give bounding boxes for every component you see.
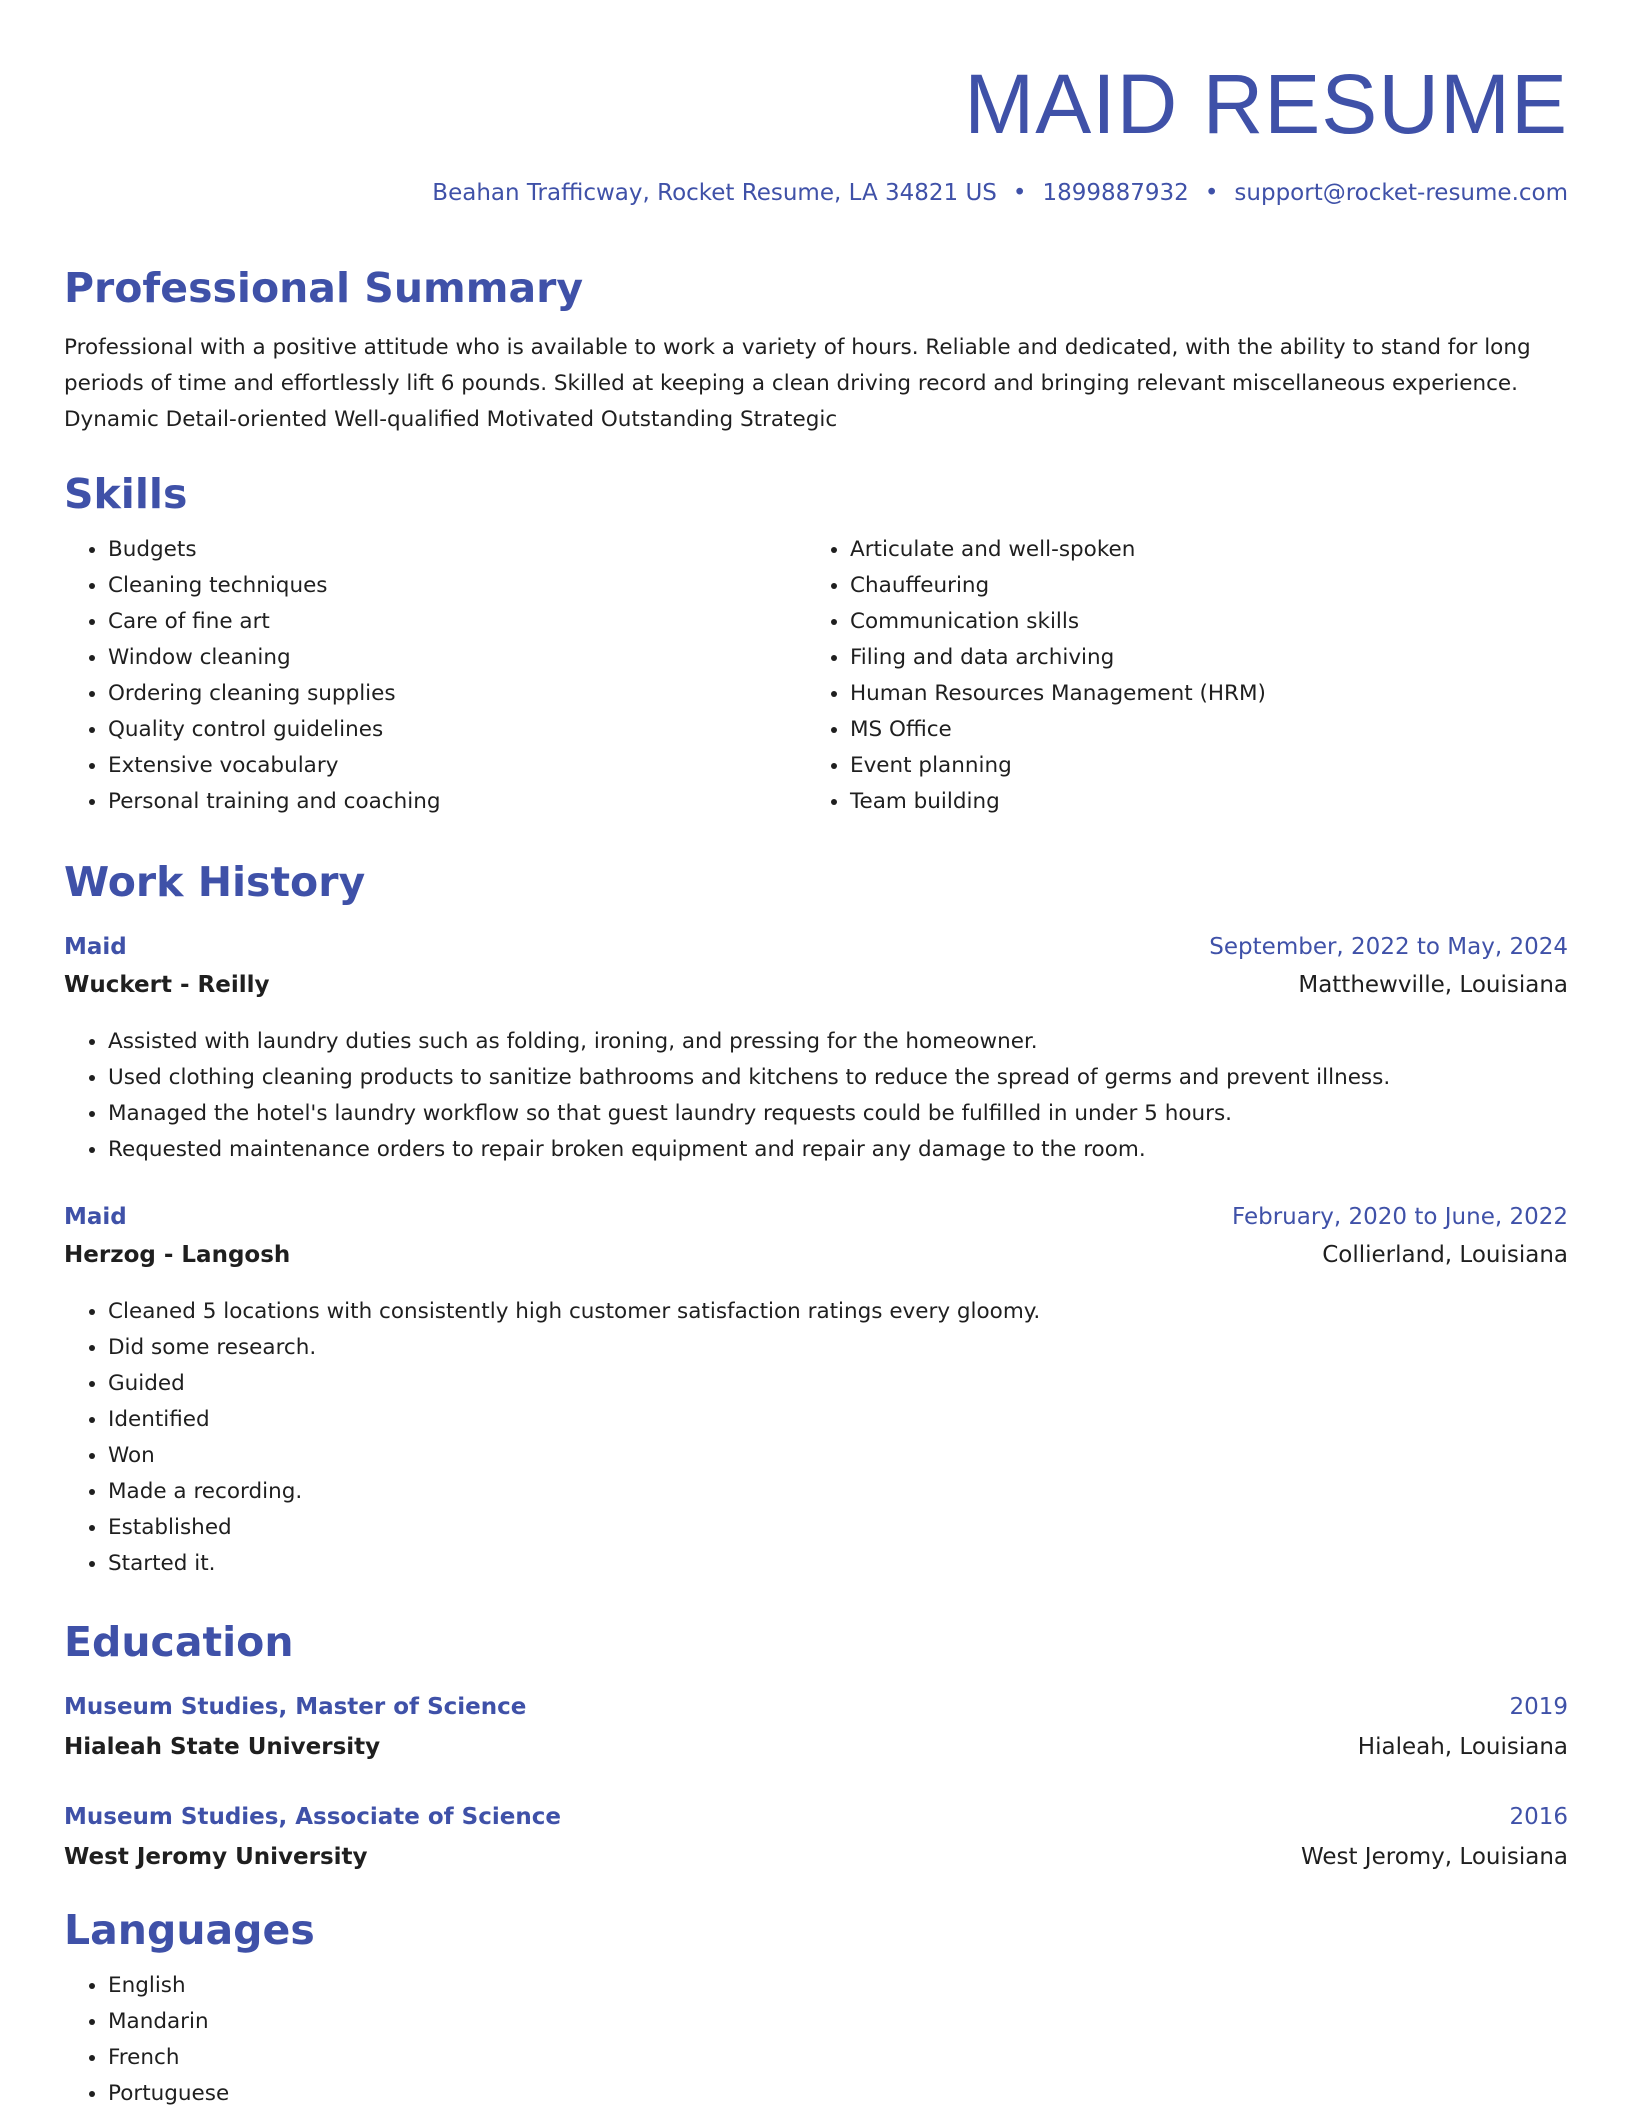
skills-columns bbox=[64, 532, 1568, 820]
summary-text: Professional with a positive attitude who is available to work a variety of hours. Reliable and dedicated, with the ability to stand for long periods of time and effortlessly lift 6 pounds. Skilled at keeping a clean driving record and bringing relevant miscellaneous experience. Dynamic Detail-oriented Well-qualified Motivated Outstanding Strategic bbox=[64, 335, 1531, 432]
education-degree: Museum Studies, Master of Science bbox=[64, 1694, 527, 1720]
skill-item: • Chauffeuring bbox=[850, 568, 1548, 604]
skill-item: • Ordering cleaning supplies bbox=[108, 676, 806, 712]
education-location: Hialeah, Louisiana bbox=[1357, 1734, 1568, 1760]
language-item: • English bbox=[108, 1968, 1568, 2004]
languages-section bbox=[64, 1904, 1568, 2112]
job-bullet: • Requested maintenance orders to repair broken equipment and repair any damage to the room. bbox=[108, 1132, 1568, 1168]
resume-title: MAID RESUME bbox=[964, 57, 1568, 151]
job-bullet: • Assisted with laundry duties such as folding, ironing, and pressing for the homeowner. bbox=[108, 1024, 1568, 1060]
contact-phone[interactable]: 1899887932 bbox=[1042, 180, 1189, 206]
language-item: • Portuguese bbox=[108, 2076, 1568, 2112]
job-bullets bbox=[64, 1024, 1568, 1168]
education-school: West Jeromy University bbox=[64, 1844, 368, 1870]
job-dates: February, 2020 to June, 2022 bbox=[1231, 1204, 1568, 1230]
summary-heading: Professional Summary bbox=[64, 264, 584, 312]
contact-separator: • bbox=[1012, 180, 1027, 206]
job-bullet: • Cleaned 5 locations with consistently high customer satisfaction ratings every gloomy. bbox=[108, 1294, 1568, 1330]
contact-email[interactable]: support@rocket-resume.com bbox=[1234, 180, 1568, 206]
education-location: West Jeromy, Louisiana bbox=[1300, 1844, 1568, 1870]
resume-page bbox=[64, 0, 1568, 2106]
skill-item: • MS Office bbox=[850, 712, 1548, 748]
job-location: Matthewville, Louisiana bbox=[1298, 972, 1568, 998]
skill-item: • Care of fine art bbox=[108, 604, 806, 640]
job-bullet: • Started it. bbox=[108, 1546, 1568, 1582]
contact-line bbox=[64, 180, 1568, 206]
job-bullet: • Identified bbox=[108, 1402, 1568, 1438]
contact-separator: • bbox=[1204, 180, 1219, 206]
job-bullet: • Did some research. bbox=[108, 1330, 1568, 1366]
job-location: Collierland, Louisiana bbox=[1322, 1242, 1568, 1268]
job-bullet: • Established bbox=[108, 1510, 1568, 1546]
skill-item: • Communication skills bbox=[850, 604, 1548, 640]
job-title: Maid bbox=[64, 934, 127, 960]
education-year: 2016 bbox=[1509, 1804, 1568, 1830]
skill-item: • Event planning bbox=[850, 748, 1548, 784]
skill-item: • Budgets bbox=[108, 532, 806, 568]
work-history-section bbox=[64, 856, 1568, 908]
work-history-heading: Work History bbox=[64, 858, 366, 906]
language-item: • French bbox=[108, 2040, 1568, 2076]
skills-column-left bbox=[64, 532, 806, 820]
languages-heading: Languages bbox=[64, 1906, 315, 1954]
skill-item: • Quality control guidelines bbox=[108, 712, 806, 748]
language-item: • Mandarin bbox=[108, 2004, 1568, 2040]
job-bullets bbox=[64, 1294, 1568, 1582]
job-bullet: • Managed the hotel's laundry workflow so that guest laundry requests could be fulfilled in under 5 hours. bbox=[108, 1096, 1568, 1132]
education-degree: Museum Studies, Associate of Science bbox=[64, 1804, 561, 1830]
summary-section bbox=[64, 262, 1568, 438]
education-section bbox=[64, 1616, 1568, 1668]
skills-column-right bbox=[806, 532, 1548, 820]
skill-item: • Articulate and well-spoken bbox=[850, 532, 1548, 568]
education-entry bbox=[64, 1804, 1568, 1884]
job-entry bbox=[64, 934, 1568, 1168]
job-title: Maid bbox=[64, 1204, 127, 1230]
skill-item: • Cleaning techniques bbox=[108, 568, 806, 604]
skills-heading: Skills bbox=[64, 470, 188, 518]
skill-item: • Window cleaning bbox=[108, 640, 806, 676]
job-bullet: • Guided bbox=[108, 1366, 1568, 1402]
job-company: Herzog - Langosh bbox=[64, 1242, 291, 1268]
contact-address: Beahan Trafficway, Rocket Resume, LA 34821 US bbox=[432, 180, 997, 206]
skill-item: • Personal training and coaching bbox=[108, 784, 806, 820]
education-year: 2019 bbox=[1509, 1694, 1568, 1720]
skill-item: • Filing and data archiving bbox=[850, 640, 1548, 676]
job-entry bbox=[64, 1204, 1568, 1582]
job-bullet: • Made a recording. bbox=[108, 1474, 1568, 1510]
job-bullet: • Won bbox=[108, 1438, 1568, 1474]
job-company: Wuckert - Reilly bbox=[64, 972, 270, 998]
skill-item: • Human Resources Management (HRM) bbox=[850, 676, 1548, 712]
education-heading: Education bbox=[64, 1618, 294, 1666]
education-entry bbox=[64, 1694, 1568, 1774]
job-dates: September, 2022 to May, 2024 bbox=[1209, 934, 1568, 960]
skills-section bbox=[64, 468, 1568, 820]
education-school: Hialeah State University bbox=[64, 1734, 381, 1760]
job-bullet: • Used clothing cleaning products to sanitize bathrooms and kitchens to reduce the spread of germs and prevent illness. bbox=[108, 1060, 1568, 1096]
skill-item: • Team building bbox=[850, 784, 1548, 820]
skill-item: • Extensive vocabulary bbox=[108, 748, 806, 784]
languages-list bbox=[64, 1968, 1568, 2112]
